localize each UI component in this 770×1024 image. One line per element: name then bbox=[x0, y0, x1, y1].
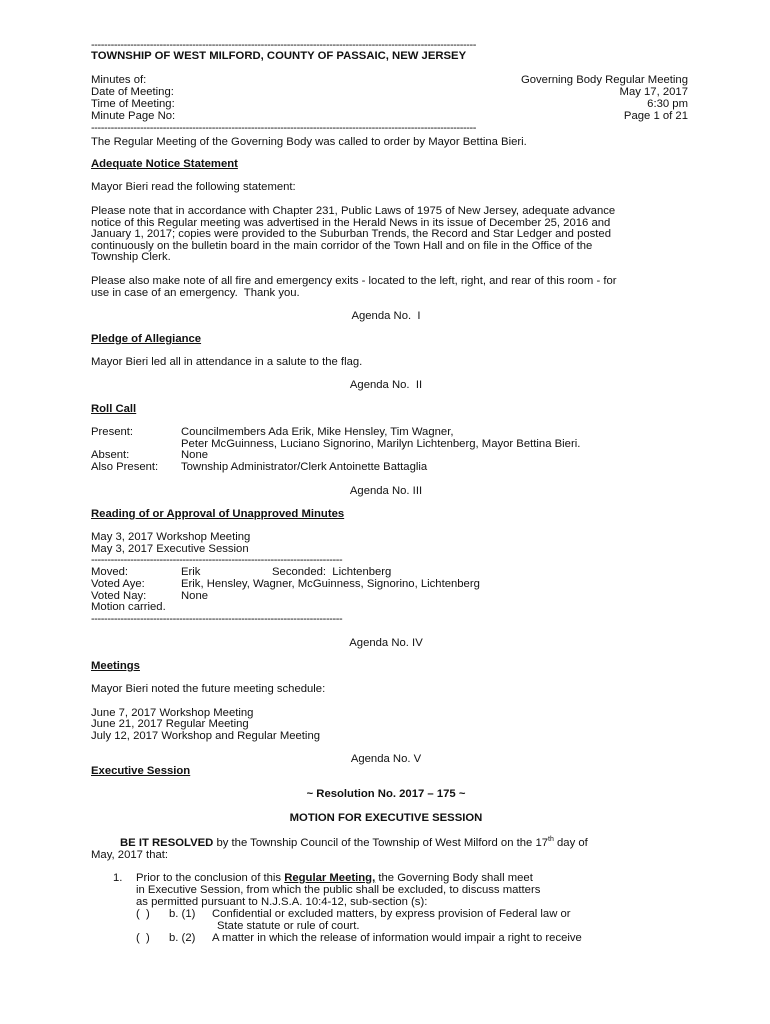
separator-line: ---------------------------------------------------------------------------------------------------------------------- bbox=[91, 40, 477, 50]
paragraph-line: use in case of an emergency. Thank you. bbox=[91, 287, 300, 299]
roll-value: None bbox=[181, 449, 209, 461]
header-value: Page 1 of 21 bbox=[623, 110, 688, 122]
resolution-number: ~ Resolution No. 2017 – 175 ~ bbox=[306, 788, 466, 800]
meeting-item: June 7, 2017 Workshop Meeting bbox=[91, 707, 254, 719]
roll-label: Present: bbox=[91, 426, 134, 438]
vote-value: None bbox=[181, 590, 209, 602]
subsection-ref: b. (1) bbox=[169, 908, 196, 920]
minutes-item: May 3, 2017 Workshop Meeting bbox=[91, 531, 251, 543]
checkbox-placeholder: ( ) bbox=[136, 932, 150, 944]
section-heading: Meetings bbox=[91, 660, 140, 672]
checkbox-placeholder: ( ) bbox=[136, 908, 150, 920]
separator-line: ---------------------------------------------------------------------------------------------------------------------- bbox=[91, 123, 477, 133]
minutes-item: May 3, 2017 Executive Session bbox=[91, 543, 249, 555]
item-text-a: Prior to the conclusion of this bbox=[136, 872, 285, 884]
vote-label: Voted Nay: bbox=[91, 590, 147, 602]
vote-seconded: Seconded: Lichtenberg bbox=[272, 566, 392, 578]
agenda-number: Agenda No. V bbox=[350, 753, 422, 765]
vote-label: Voted Aye: bbox=[91, 578, 145, 590]
item-number: 1. bbox=[113, 872, 123, 884]
header-value: 6:30 pm bbox=[647, 98, 688, 110]
paragraph: Mayor Bieri noted the future meeting schedule: bbox=[91, 683, 326, 695]
paragraph: Mayor Bieri read the following statement: bbox=[91, 181, 296, 193]
resolved-text: by the Township Council of the Township of West Milford on the 17 bbox=[213, 837, 549, 849]
paragraph-line: January 1, 2017; copies were provided to the Suburban Trends, the Record and Star Ledger and posted bbox=[91, 228, 611, 240]
header-label: Minutes of: bbox=[91, 74, 147, 86]
vote-value: Erik, Hensley, Wagner, McGuinness, Signorino, Lichtenberg bbox=[181, 578, 480, 590]
vote-label: Moved: bbox=[91, 566, 129, 578]
header-label: Date of Meeting: bbox=[91, 86, 174, 98]
paragraph-line: Please also make note of all fire and emergency exits - located to the left, right, and rear of this room - for bbox=[91, 275, 617, 287]
paragraph-line: Please note that in accordance with Chapter 231, Public Laws of 1975 of New Jersey, adequate advance bbox=[91, 205, 616, 217]
header-value: Governing Body Regular Meeting bbox=[520, 74, 688, 86]
resolved-line bbox=[120, 837, 588, 850]
roll-value: Peter McGuinness, Luciano Signorino, Marilyn Lichtenberg, Mayor Bettina Bieri. bbox=[181, 438, 581, 450]
section-heading: Executive Session bbox=[91, 765, 191, 777]
meeting-item: July 12, 2017 Workshop and Regular Meeting bbox=[91, 730, 321, 742]
agenda-number: Agenda No. IV bbox=[349, 637, 423, 649]
resolved-ordinal: th bbox=[548, 836, 554, 843]
subsection-text: Confidential or excluded matters, by express provision of Federal law or bbox=[212, 908, 571, 920]
agenda-number: Agenda No. I bbox=[351, 310, 421, 322]
section-heading: Adequate Notice Statement bbox=[91, 158, 238, 170]
paragraph-line: Township Clerk. bbox=[91, 251, 171, 263]
section-heading: Pledge of Allegiance bbox=[91, 333, 202, 345]
subsection-ref: b. (2) bbox=[169, 932, 196, 944]
subsection-text: A matter in which the release of information would impair a right to receive bbox=[212, 932, 582, 944]
item-text-b: the Governing Body shall meet bbox=[375, 872, 533, 884]
meeting-item: June 21, 2017 Regular Meeting bbox=[91, 718, 249, 730]
agenda-number: Agenda No. III bbox=[349, 485, 423, 497]
separator-line: ----------------------------------------------------------------------------- bbox=[91, 555, 343, 565]
paragraph-line: notice of this Regular meeting was advertised in the Herald News in its issue of December 25, 2016 and bbox=[91, 217, 611, 229]
subsection-text: State statute or rule of court. bbox=[217, 920, 360, 932]
paragraph-line: continuously on the bulletin board in the main corridor of the Town Hall and on file in the Office of the bbox=[91, 240, 593, 252]
resolved-line-2: May, 2017 that: bbox=[91, 849, 169, 861]
section-heading: Roll Call bbox=[91, 403, 137, 415]
meeting-type: Regular Meeting, bbox=[284, 872, 376, 884]
item-text: in Executive Session, from which the public shall be excluded, to discuss matters bbox=[136, 884, 541, 896]
roll-value: Township Administrator/Clerk Antoinette Battaglia bbox=[181, 461, 428, 473]
roll-label: Also Present: bbox=[91, 461, 159, 473]
document-title: TOWNSHIP OF WEST MILFORD, COUNTY OF PASSAIC, NEW JERSEY bbox=[91, 50, 467, 62]
vote-value: Erik bbox=[181, 566, 201, 578]
resolution-title: MOTION FOR EXECUTIVE SESSION bbox=[289, 812, 483, 824]
motion-result: Motion carried. bbox=[91, 601, 166, 613]
separator-line: ----------------------------------------------------------------------------- bbox=[91, 614, 343, 624]
paragraph: Mayor Bieri led all in attendance in a salute to the flag. bbox=[91, 356, 363, 368]
resolved-lead: BE IT RESOLVED bbox=[120, 837, 214, 849]
item-text: as permitted pursuant to N.J.S.A. 10:4-12, sub-section (s): bbox=[136, 896, 428, 908]
intro-text: The Regular Meeting of the Governing Body was called to order by Mayor Bettina Bieri. bbox=[91, 136, 527, 148]
header-value: May 17, 2017 bbox=[619, 86, 688, 98]
resolved-end: day of bbox=[553, 837, 588, 849]
agenda-number: Agenda No. II bbox=[349, 379, 423, 391]
roll-label: Absent: bbox=[91, 449, 130, 461]
header-label: Minute Page No: bbox=[91, 110, 176, 122]
header-label: Time of Meeting: bbox=[91, 98, 175, 110]
roll-value: Councilmembers Ada Erik, Mike Hensley, Tim Wagner, bbox=[181, 426, 454, 438]
section-heading: Reading of or Approval of Unapproved Minutes bbox=[91, 508, 345, 520]
